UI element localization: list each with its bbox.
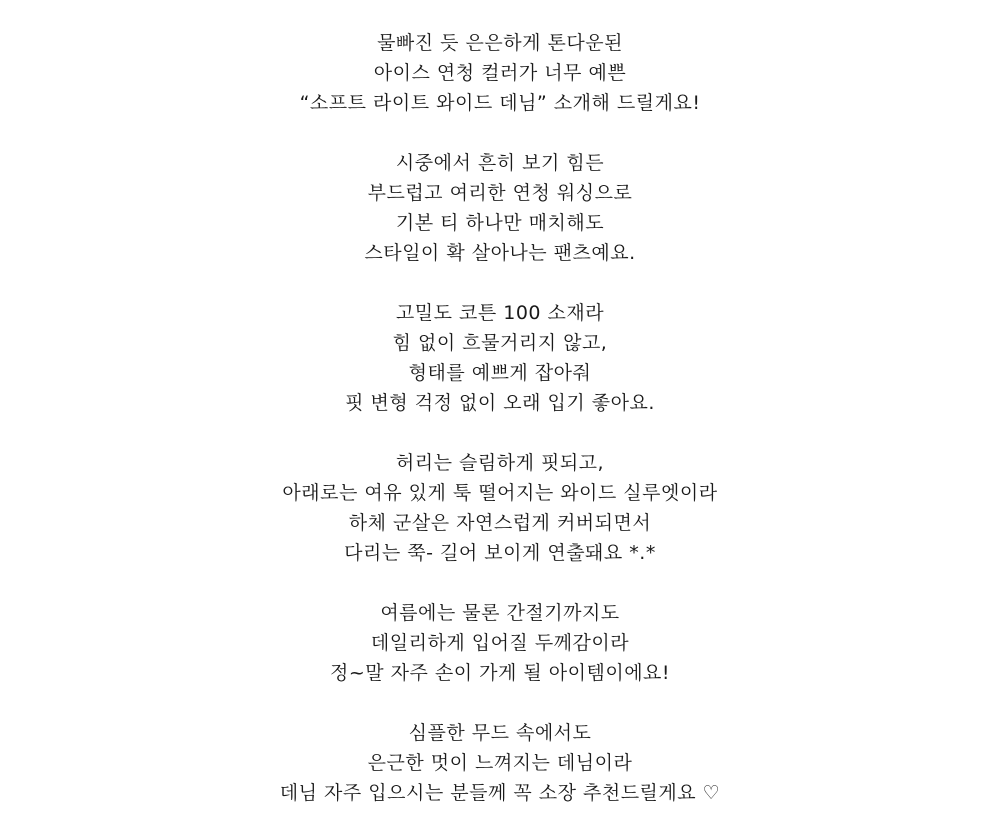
text-line: 아이스 연청 컬러가 너무 예쁜 xyxy=(373,62,627,84)
paragraph-season xyxy=(0,598,1000,688)
text-line: 데님 자주 입으시는 분들께 꼭 소장 추천드릴게요 ♡ xyxy=(279,782,721,804)
paragraph-fit xyxy=(0,448,1000,568)
text-line: 부드럽고 여리한 연청 워싱으로 xyxy=(367,182,633,204)
text-line: 은근한 멋이 느껴지는 데님이라 xyxy=(367,752,633,774)
text-line: 고밀도 코튼 100 소재라 xyxy=(395,302,605,324)
text-line: 형태를 예쁘게 잡아줘 xyxy=(408,362,592,384)
text-line: 물빠진 듯 은은하게 톤다운된 xyxy=(377,32,623,54)
product-description xyxy=(0,28,1000,808)
text-line: “소프트 라이트 와이드 데님” 소개해 드릴게요! xyxy=(299,92,701,114)
text-line: 기본 티 하나만 매치해도 xyxy=(395,212,605,234)
paragraph-material xyxy=(0,298,1000,418)
text-line: 핏 변형 걱정 없이 오래 입기 좋아요. xyxy=(345,392,655,414)
text-line: 힘 없이 흐물거리지 않고, xyxy=(392,332,608,354)
paragraph-closing xyxy=(0,718,1000,808)
text-line: 허리는 슬림하게 핏되고, xyxy=(395,452,605,474)
text-line: 스타일이 확 살아나는 팬츠예요. xyxy=(364,242,636,264)
text-line: 시중에서 흔히 보기 힘든 xyxy=(395,152,605,174)
text-line: 여름에는 물론 간절기까지도 xyxy=(380,602,620,624)
text-line: 다리는 쭉- 길어 보이게 연출돼요 *.* xyxy=(344,542,656,564)
text-line: 하체 군살은 자연스럽게 커버되면서 xyxy=(348,512,652,534)
text-line: 아래로는 여유 있게 툭 떨어지는 와이드 실루엣이라 xyxy=(282,482,718,504)
text-line: 심플한 무드 속에서도 xyxy=(408,722,592,744)
paragraph-intro xyxy=(0,28,1000,118)
paragraph-washing xyxy=(0,148,1000,268)
text-line: 정~말 자주 손이 가게 될 아이템이에요! xyxy=(329,662,671,684)
text-line: 데일리하게 입어질 두께감이라 xyxy=(370,632,630,654)
